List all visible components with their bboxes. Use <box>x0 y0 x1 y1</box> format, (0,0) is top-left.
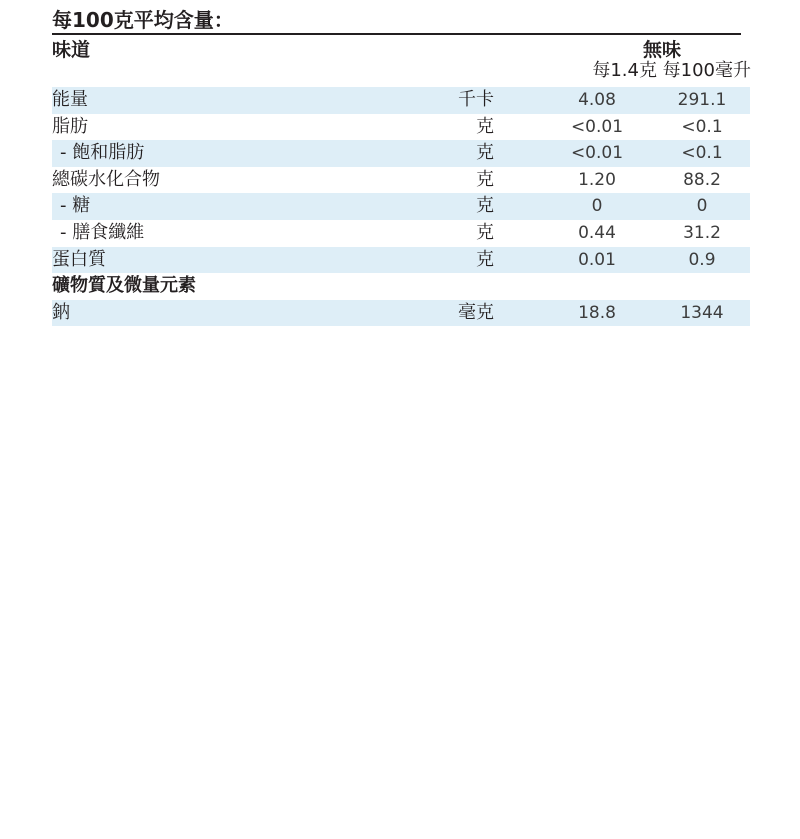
variant-header: 無味 <box>642 39 681 61</box>
value-per-serving: 18.8 <box>578 302 616 323</box>
nutrient-unit: 克 <box>476 142 494 164</box>
value-per-serving: 0 <box>591 196 603 217</box>
table-row <box>52 167 750 194</box>
section-heading: 礦物質及微量元素 <box>52 275 196 297</box>
title-rule <box>52 33 741 35</box>
value-per-100ml: 31.2 <box>683 222 721 243</box>
nutrient-name: 能量 <box>52 89 88 110</box>
flavour-header: 味道 <box>52 39 91 61</box>
nutrition-table <box>52 87 750 326</box>
nutrient-name: - 糖 <box>60 195 91 217</box>
nutrient-unit: 克 <box>476 115 494 137</box>
table-row <box>52 247 750 274</box>
nutrient-name: 鈉 <box>52 301 70 323</box>
nutrient-unit: 毫克 <box>458 301 494 323</box>
value-per-serving: 4.08 <box>578 90 616 110</box>
panel-title: 每100克平均含量： <box>52 8 234 32</box>
nutrient-name: 蛋白質 <box>52 248 106 270</box>
value-per-serving: 0.01 <box>578 249 616 270</box>
value-per-100ml: <0.1 <box>681 143 723 164</box>
value-per-100ml: <0.1 <box>681 116 723 137</box>
value-per-100ml: 88.2 <box>683 169 721 190</box>
value-per-100ml: 0 <box>696 196 708 217</box>
table-row <box>52 193 750 220</box>
nutrient-name: - 飽和脂肪 <box>60 142 145 164</box>
value-per-serving: <0.01 <box>570 116 624 137</box>
nutrient-unit: 克 <box>476 248 494 270</box>
column-header-per-serving: 每1.4克 <box>592 60 657 81</box>
column-header-per-100ml: 每100毫升 <box>662 60 751 81</box>
value-per-serving: 0.44 <box>578 222 616 243</box>
nutrient-unit: 克 <box>476 195 494 217</box>
table-row <box>52 220 750 247</box>
nutrient-name: - 膳食纖維 <box>60 221 145 243</box>
table-row <box>52 140 750 167</box>
value-per-100ml: 291.1 <box>677 90 727 110</box>
value-per-100ml: 1344 <box>680 302 724 323</box>
value-per-100ml: 0.9 <box>688 249 716 270</box>
table-row <box>52 114 750 141</box>
table-row <box>52 87 750 114</box>
value-per-serving: <0.01 <box>570 143 624 164</box>
nutrient-unit: 克 <box>476 168 494 190</box>
nutrient-name: 總碳水化合物 <box>52 168 160 190</box>
value-per-serving: 1.20 <box>578 169 616 190</box>
section-row <box>52 273 750 300</box>
nutrient-unit: 千卡 <box>458 89 494 110</box>
table-row <box>52 300 750 327</box>
nutrient-name: 脂肪 <box>52 115 88 137</box>
nutrient-unit: 克 <box>476 221 494 243</box>
